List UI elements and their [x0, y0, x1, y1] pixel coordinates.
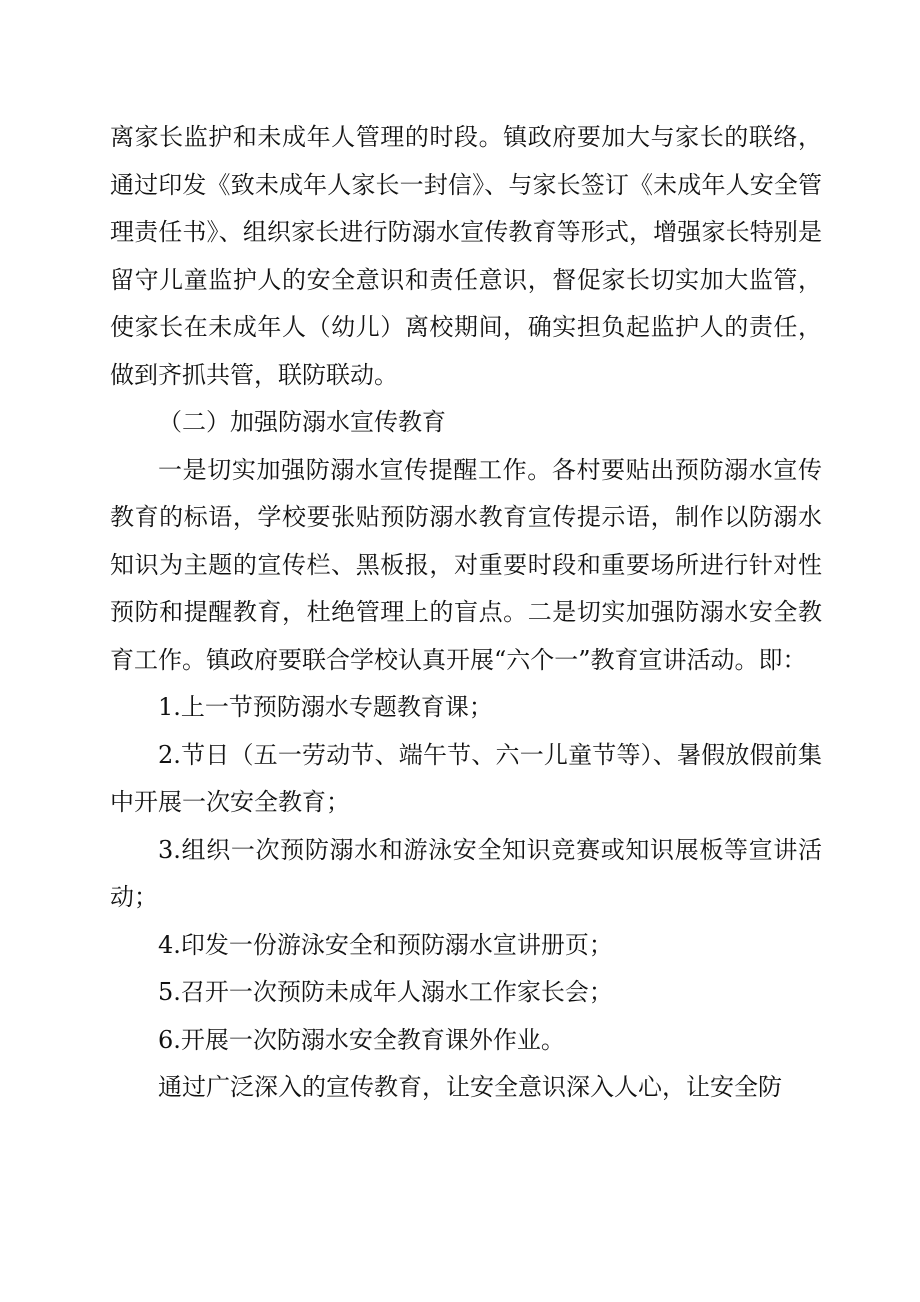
document-body [110, 114, 822, 1112]
list-item-3: 3.组织一次预防溺水和游泳安全知识竞赛或知识展板等宣讲活动； [110, 835, 822, 911]
list-item-4: 4.印发一份游泳安全和预防溺水宣讲册页； [158, 930, 613, 959]
list-item-1: 1.上一节预防溺水专题教育课； [158, 693, 493, 721]
paragraph-guardian-contact: 离家长监护和未成年人管理的时段。镇政府要加大与家长的联络，通过印发《致未成年人家长一封信》、与家长签订《未成年人安全管理责任书》、组织家长进行防溺水宣传教育等形式，增强家长特别是留守儿童监护人的安全意识和责任意识，督促家长切实加大监管，使家长在未成年人（幼儿）离校期间，确实担负起监护人的责任，做到齐抓共管，联防联动。 [110, 123, 822, 389]
list-item-5: 5.召开一次预防未成年人溺水工作家长会； [158, 978, 613, 1006]
list-item-2: 2.节日（五一劳动节、端午节、六一儿童节等）、暑假放假前集中开展一次安全教育； [110, 740, 822, 816]
section-heading-2: （二）加强防溺水宣传教育 [158, 408, 446, 436]
paragraph-closing: 通过广泛深入的宣传教育，让安全意识深入人心，让安全防 [158, 1073, 782, 1101]
list-item-6: 6.开展一次防溺水安全教育课外作业。 [158, 1025, 565, 1054]
paragraph-publicity: 一是切实加强防溺水宣传提醒工作。各村要贴出预防溺水宣传教育的标语，学校要张贴预防溺水教育宣传提示语，制作以防溺水知识为主题的宣传栏、黑板报，对重要时段和重要场所进行针对性预防和提醒教育，杜绝管理上的盲点。二是切实加强防溺水安全教育工作。镇政府要联合学校认真开展“六个一”教育宣讲活动。即： [110, 455, 822, 674]
